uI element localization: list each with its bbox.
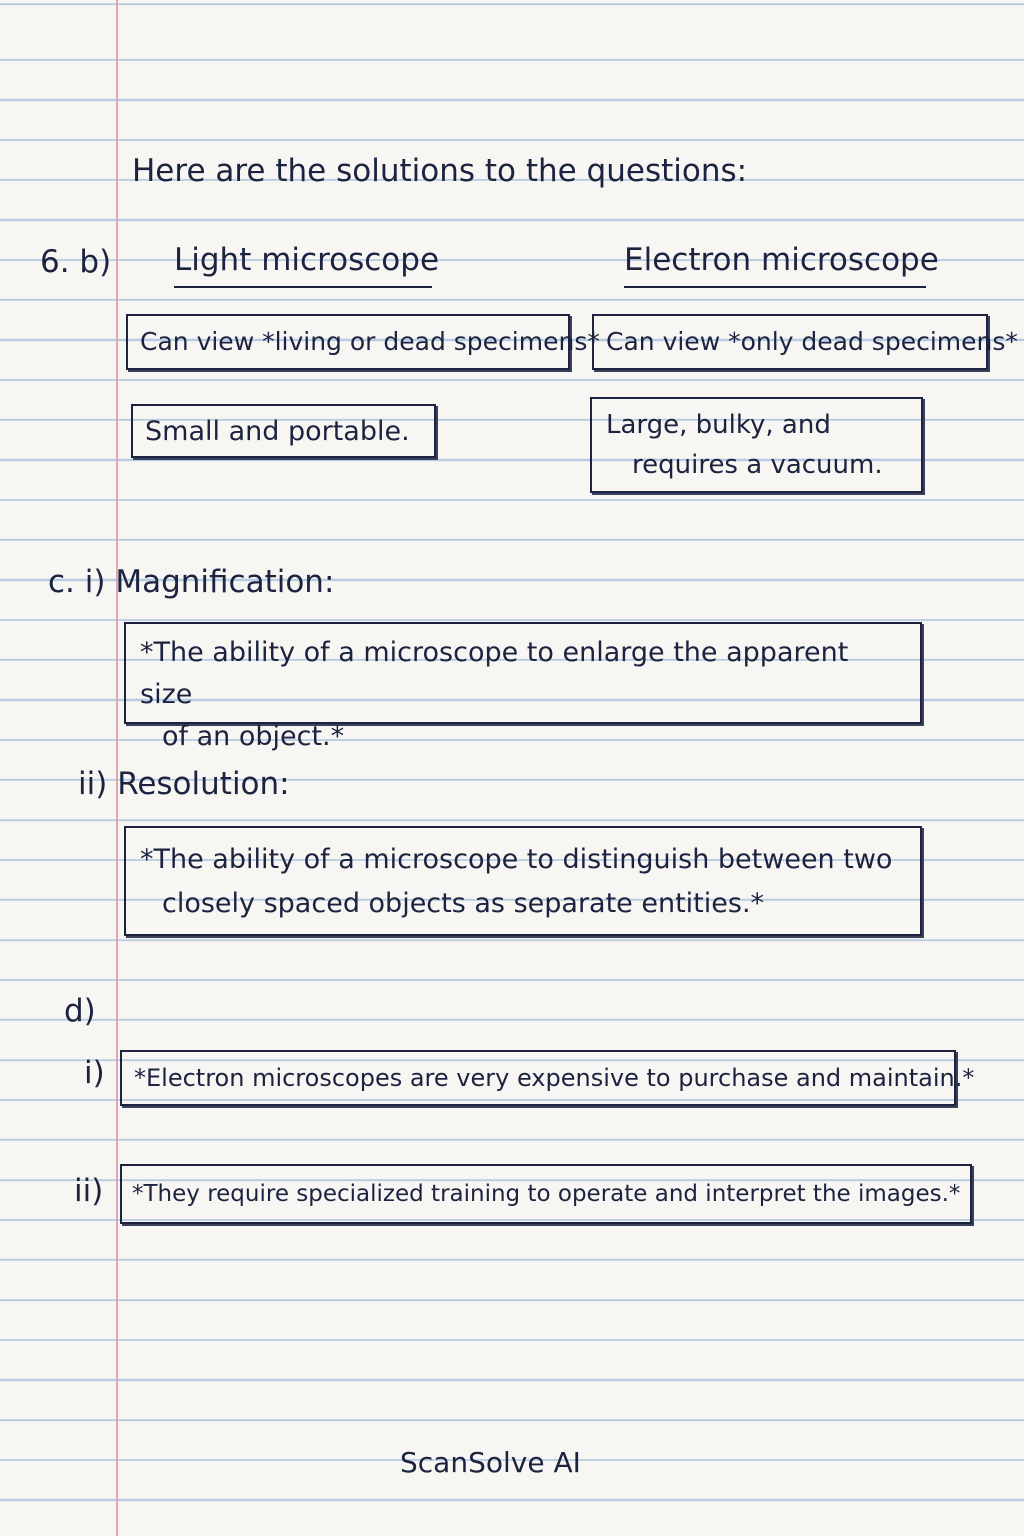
intro-text: Here are the solutions to the questions:: [132, 153, 748, 189]
magnification-definition-box: [124, 622, 922, 752]
resolution-definition-line-2: closely spaced objects as separate entities.*: [162, 888, 765, 919]
training-disadvantage-box: *They require specialized training to operate and interpret the images.*: [120, 1164, 972, 1224]
resolution-term: Resolution:: [117, 766, 290, 802]
question-c-ii: [78, 766, 290, 802]
electron-size-box: [590, 397, 923, 493]
magnification-definition-line-2: of an object.*: [162, 721, 345, 752]
resolution-definition-line-1: *The ability of a microscope to distinguish between two: [140, 844, 893, 875]
question-d-i-label: i): [84, 1055, 105, 1091]
question-d-ii-label: ii): [74, 1173, 104, 1209]
magnification-term: Magnification:: [115, 564, 335, 600]
footer-brand: ScanSolve AI: [400, 1446, 581, 1479]
electron-size-line-1: Large, bulky, and: [606, 410, 831, 440]
light-microscope-heading-text: Light microscope: [174, 242, 440, 278]
electron-microscope-heading-text: Electron microscope: [624, 242, 939, 278]
light-size-box: Small and portable.: [131, 404, 436, 458]
light-microscope-heading: [174, 242, 440, 288]
magnification-definition-line-1: *The ability of a microscope to enlarge the apparent size: [140, 637, 849, 710]
question-c-i: [48, 564, 335, 600]
light-specimen-box: Can view *living or dead specimens*: [126, 314, 570, 370]
cost-disadvantage-box: *Electron microscopes are very expensive to purchase and maintain.*: [120, 1050, 956, 1106]
electron-size-line-2: requires a vacuum.: [632, 450, 883, 480]
electron-specimen-box: Can view *only dead specimens*: [592, 314, 988, 370]
heading-underline: [174, 286, 432, 288]
question-d-label: d): [64, 993, 96, 1029]
heading-underline: [624, 286, 926, 288]
question-6b-label: 6. b): [40, 244, 112, 280]
question-c-ii-label: ii): [78, 766, 108, 802]
electron-microscope-heading: [624, 242, 939, 288]
question-c-i-label: c. i): [48, 564, 106, 600]
resolution-definition-box: [124, 826, 922, 936]
